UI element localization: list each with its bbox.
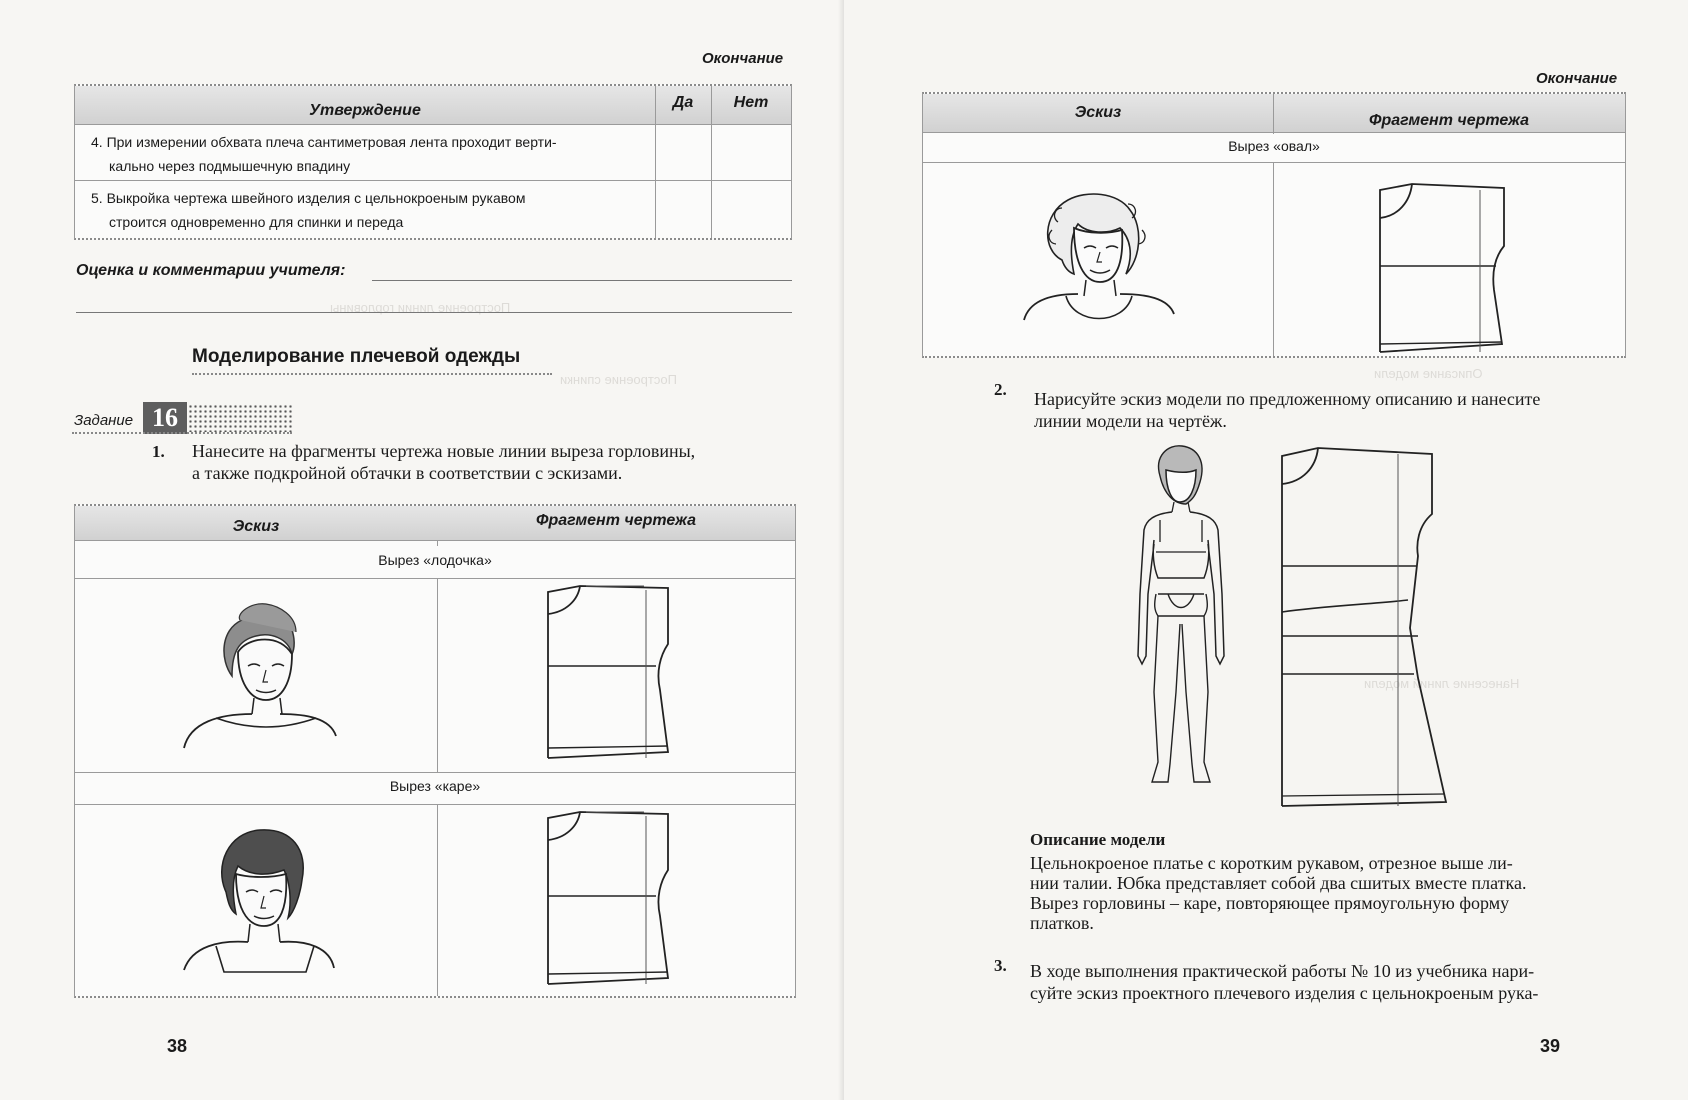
zadanie-label: Задание bbox=[74, 412, 134, 429]
bleed-through-text: Описание модели bbox=[1374, 366, 1483, 381]
okonchanie-label: Окончание bbox=[702, 50, 784, 67]
header-draft-fragment: Фрагмент чертежа bbox=[536, 512, 696, 529]
col-divider bbox=[437, 578, 438, 772]
statement-row-4-line1: 4. При измерении обхвата плеча сантиметровая лента проходит верти- bbox=[91, 134, 557, 150]
statement-row-4-line2: кально через подмышечную впадину bbox=[109, 158, 351, 174]
answer-no-5[interactable] bbox=[711, 180, 791, 238]
caption-oval: Вырез «овал» bbox=[1228, 138, 1320, 154]
header-sketch: Эскиз bbox=[1074, 104, 1122, 121]
title-underline bbox=[192, 373, 552, 375]
answer-yes-4[interactable] bbox=[655, 124, 711, 180]
bodice-draft-icon bbox=[546, 812, 676, 984]
teacher-comment-label: Оценка и комментарии учителя: bbox=[76, 262, 346, 279]
task1-number: 1. bbox=[152, 442, 165, 461]
woman-portrait-oval-icon bbox=[1022, 190, 1182, 330]
description-line4: платков. bbox=[1030, 913, 1094, 933]
comment-line[interactable] bbox=[76, 312, 792, 313]
description-line2: нии талии. Юбка представляет собой два сшитых вместе платка. bbox=[1030, 873, 1527, 893]
row-divider bbox=[923, 162, 1625, 163]
header-statement: Утверждение bbox=[309, 102, 421, 119]
zadanie-dots-decoration bbox=[188, 404, 292, 432]
page-number-right: 39 bbox=[1540, 1036, 1561, 1056]
statement-row-5-line1: 5. Выкройка чертежа швейного изделия с цельнокроеным рукавом bbox=[91, 190, 526, 206]
col-divider bbox=[1273, 162, 1274, 356]
task1-line2: а также подкройной обтачки в соответствии с эскизами. bbox=[192, 463, 623, 483]
col-divider bbox=[437, 804, 438, 996]
statement-table bbox=[74, 84, 792, 240]
header-yes: Да bbox=[672, 94, 694, 111]
bleed-through-text: Построение спинки bbox=[560, 372, 677, 387]
bleed-through-text: Нанесение линий модели bbox=[1364, 676, 1520, 691]
bodice-draft-icon bbox=[1378, 184, 1508, 356]
header-sketch: Эскиз bbox=[232, 518, 280, 535]
statement-row-5-line2: строится одновременно для спинки и переда bbox=[109, 214, 404, 230]
figure-body-icon bbox=[1124, 444, 1234, 796]
col-divider bbox=[437, 540, 438, 546]
comment-line[interactable] bbox=[372, 280, 792, 281]
task3-line2: суйте эскиз проектного плечевого изделия с цельнокроеным рука- bbox=[1030, 983, 1539, 1003]
right-page bbox=[844, 0, 1688, 1100]
page-number-left: 38 bbox=[167, 1036, 188, 1056]
task2-number: 2. bbox=[994, 380, 1007, 399]
col-divider bbox=[1273, 94, 1274, 134]
zadanie-underline bbox=[72, 432, 292, 434]
description-line1: Цельнокроеное платье с коротким рукавом, отрезное выше ли- bbox=[1030, 853, 1513, 873]
answer-yes-5[interactable] bbox=[655, 180, 711, 238]
task3-line1: В ходе выполнения практической работы № 10 из учебника нари- bbox=[1030, 961, 1535, 981]
task1-line1: Нанесите на фрагменты чертежа новые линии выреза горловины, bbox=[192, 441, 696, 461]
answer-no-4[interactable] bbox=[711, 124, 791, 180]
description-line3: Вырез горловины – каре, повторяющее прямоугольную форму bbox=[1030, 893, 1510, 913]
bodice-draft-icon bbox=[546, 586, 676, 758]
zadanie-number: 16 bbox=[143, 402, 187, 434]
task2-line2: линии модели на чертёж. bbox=[1034, 411, 1227, 431]
description-title: Описание модели bbox=[1030, 830, 1166, 849]
bleed-through-text: Построение линии горловины bbox=[330, 300, 511, 315]
caption-lodochka: Вырез «лодочка» bbox=[378, 552, 492, 568]
caption-kare: Вырез «каре» bbox=[389, 778, 481, 794]
row-divider bbox=[75, 772, 795, 773]
woman-portrait-lodochka-icon bbox=[180, 590, 340, 750]
header-draft-fragment: Фрагмент чертежа bbox=[1369, 112, 1529, 129]
task2-line1: Нарисуйте эскиз модели по предложенному описанию и нанесите bbox=[1034, 389, 1541, 409]
row-divider bbox=[75, 578, 795, 579]
row-divider bbox=[75, 804, 795, 805]
section-title: Моделирование плечевой одежды bbox=[192, 346, 521, 367]
task3-number: 3. bbox=[994, 956, 1007, 975]
woman-portrait-kare-icon bbox=[180, 822, 340, 972]
dress-draft-icon bbox=[1278, 448, 1448, 810]
header-no: Нет bbox=[733, 94, 769, 111]
okonchanie-label: Окончание bbox=[1536, 70, 1618, 87]
